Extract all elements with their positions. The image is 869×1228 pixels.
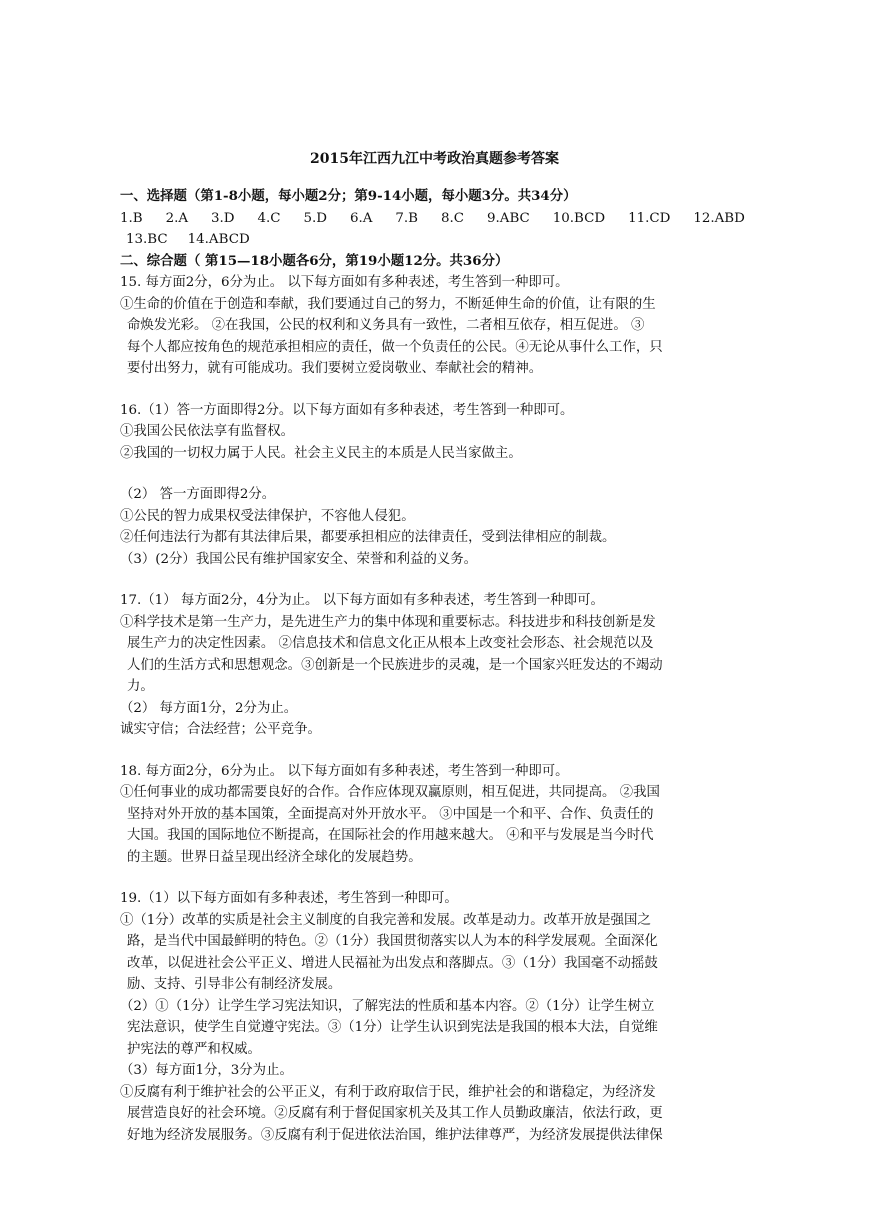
mc-answer: 12.ABD: [693, 210, 745, 226]
answer-line: 宪法意识，使学生自觉遵守宪法。③（1分）让学生认识到宪法是我国的根本大法，自觉维: [127, 1020, 658, 1035]
answer-line: 坚持对外开放的基本国策，全面提高对外开放水平。 ③中国是一个和平、合作、负责任的: [127, 806, 654, 822]
mc-answer: 8.C: [441, 210, 465, 226]
answer-line: 展生产力的决定性因素。 ②信息技术和信息文化正从根本上改变社会形态、社会规范以及: [127, 636, 654, 651]
section1-heading: 一、选择题（第1-8小题，每小题2分；第9-14小题，每小题3分。共34分）: [120, 188, 577, 204]
answer-line: 护宪法的尊严和权威。: [127, 1041, 261, 1057]
mc-answer: 10.BCD: [552, 210, 606, 226]
answer-line: ①反腐有利于维护社会的公平正义，有利于政府取信于民，维护社会的和谐稳定，为经济发: [120, 1084, 656, 1100]
answer-line: 展营造良好的社会环境。②反腐有利于督促国家机关及其工作人员勤政廉洁，依法行政，更: [127, 1106, 663, 1121]
answer-q15: [120, 272, 745, 380]
mc-answer: 7.B: [395, 210, 419, 226]
answer-line: ②任何违法行为都有其法律后果，都要承担相应的法律责任，受到法律相应的制裁。: [120, 530, 616, 545]
answer-q18: [120, 761, 745, 869]
mc-answer: 1.B: [120, 210, 143, 226]
answer-line: 好地为经济发展服务。③反腐有利于促进依法治国，维护法律尊严，为经济发展提供法律保: [127, 1127, 663, 1143]
answer-q19: [120, 888, 745, 1146]
answer-q17: [120, 590, 745, 741]
answer-line: 改革，以促进社会公平正义、增进人民福祉为出发点和落脚点。③（1分）我国毫不动摇鼓: [127, 955, 658, 971]
mc-answer: 6.A: [349, 210, 373, 226]
mc-answer: 3.D: [211, 210, 235, 226]
mc-answer: 4.C: [257, 210, 281, 226]
mc-answer: 13.BC: [126, 232, 168, 247]
mc-answers-row2: [120, 229, 745, 251]
answer-line: 18. 每方面2分，6分为止。 以下每方面如有多种表述，考生答到一种即可。: [120, 763, 569, 779]
mc-answer: 11.CD: [628, 210, 671, 226]
mc-answers-row1: [120, 208, 745, 230]
section2-heading: 二、综合题（ 第15—18小题各6分，第19小题12分。共36分）: [120, 252, 509, 269]
answer-line: 15. 每方面2分，6分为止。 以下每方面如有多种表述，考生答到一种即可。: [120, 275, 569, 290]
mc-answer: 5.D: [303, 210, 328, 226]
answer-line: 大国。我国的国际地位不断提高，在国际社会的作用越来越大。 ④和平与发展是当今时代: [127, 828, 654, 843]
answer-line: （2） 每方面1分，2分为止。: [120, 700, 298, 716]
document-title: 2015年江西九江中考政治真题参考答案: [310, 151, 559, 167]
answer-line: 命焕发光彩。 ②在我国，公民的权利和义务具有一致性，二者相互依存，相互促进。 ③: [127, 318, 645, 333]
answer-line: （2） 答一方面即得2分。: [120, 487, 276, 502]
answer-line: 19.（1）以下每方面如有多种表述，考生答到一种即可。: [120, 891, 458, 906]
answer-line: ①（1分）改革的实质是社会主义制度的自我完善和发展。改革是动力。改革开放是强国之: [120, 912, 651, 928]
answer-line: ①公民的智力成果权受法律保护，不容他人侵犯。: [120, 508, 415, 524]
answer-line: 17.（1） 每方面2分，4分为止。 以下每方面如有多种表述，考生答到一种即可。: [120, 593, 604, 608]
answer-body: [120, 186, 745, 1146]
answer-line: ①我国公民依法享有监督权。: [120, 424, 295, 439]
answer-line: 力。: [127, 679, 154, 694]
answer-line: （3）(2分）我国公民有维护国家安全、荣誉和利益的义务。: [120, 551, 478, 567]
answer-line: （2）①（1分）让学生学习宪法知识，了解宪法的性质和基本内容。②（1分）让学生树立: [120, 998, 655, 1014]
mc-answer: 14.ABCD: [187, 232, 250, 247]
answer-q16-part1: [120, 400, 745, 465]
answer-line: ②我国的一切权力属于人民。社会主义民主的本质是人民当家做主。: [120, 445, 522, 461]
answer-line: ①科学技术是第一生产力，是先进生产力的集中体现和重要标志。科技进步和科技创新是发: [120, 614, 656, 630]
mc-answer: 2.A: [165, 210, 189, 226]
answer-line: （3）每方面1分，3分为止。: [120, 1063, 293, 1078]
answer-line: 路，是当代中国最鲜明的特色。②（1分）我国贯彻落实以人为本的科学发展观。全面深化: [127, 934, 658, 949]
mc-answer: 9.ABC: [487, 210, 530, 226]
answer-line: 励、支持、引导非公有制经济发展。: [127, 977, 342, 992]
answer-q16-part2: [120, 484, 745, 570]
answer-line: 的主题。世界日益呈现出经济全球化的发展趋势。: [127, 849, 422, 865]
answer-line: 诚实守信；合法经营；公平竞争。: [120, 722, 321, 737]
answer-line: 16.（1）答一方面即得2分。以下每方面如有多种表述，考生答到一种即可。: [120, 402, 574, 418]
answer-line: ①生命的价值在于创造和奉献，我们要通过自己的努力，不断延伸生命的价值，让有限的生: [120, 296, 656, 312]
answer-line: 人们的生活方式和思想观念。③创新是一个民族进步的灵魂，是一个国家兴旺发达的不竭动: [127, 657, 663, 673]
answer-line: ①任何事业的成功都需要良好的合作。合作应体现双赢原则，相互促进，共同提高。 ②我国: [120, 785, 660, 800]
answer-line: 每个人都应按角色的规范承担相应的责任，做一个负责任的公民。④无论从事什么工作，只: [127, 339, 663, 355]
answer-line: 要付出努力，就有可能成功。我们要树立爱岗敬业、奉献社会的精神。: [127, 361, 543, 376]
